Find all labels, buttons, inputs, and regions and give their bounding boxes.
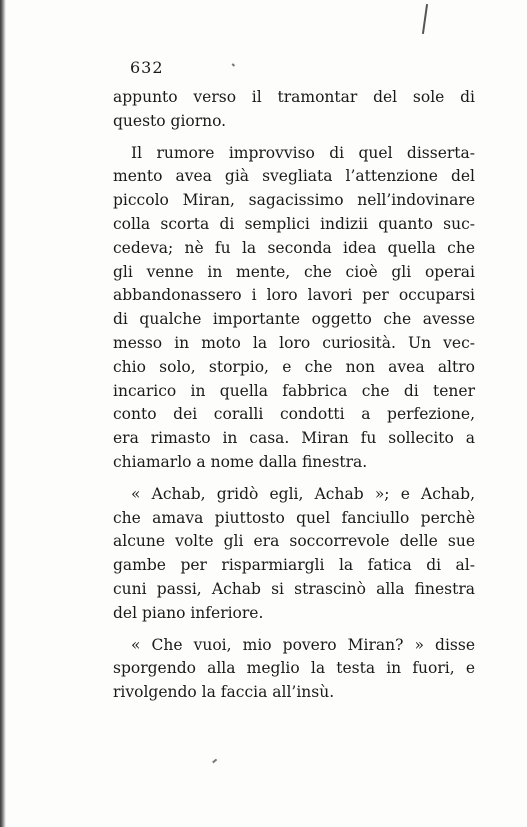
text-line: del piano inferiore.	[113, 603, 264, 622]
paragraph-gap	[113, 475, 475, 483]
text-line: messo in moto la loro curiosità. Un vec-	[113, 333, 475, 352]
text-line: cuni passi, Achab si strascinò alla finestra	[113, 579, 475, 598]
pencil-mark	[422, 4, 428, 34]
paragraph-gap	[113, 626, 475, 634]
text-line: sporgendo alla meglio la testa in fuori, e	[113, 659, 475, 678]
text-line: gambe per risparmiargli la fatica di al-	[113, 556, 475, 575]
text-line: gli venne in mente, che cioè gli operai	[113, 262, 475, 281]
text-line: abbandonassero i loro lavori per occuparsi	[113, 286, 475, 305]
text-line: di qualche importante oggetto che avesse	[113, 310, 475, 329]
text-line: chiamarlo a nome dalla finestra.	[113, 452, 368, 471]
ink-speck	[212, 759, 217, 763]
text-line: colla scorta di semplici indizii quanto suc-	[113, 214, 475, 233]
text-line: questo giorno.	[113, 111, 227, 130]
text-line: incarico in quella fabbrica che di tener	[113, 381, 475, 400]
ink-speck	[232, 63, 235, 66]
text-line: cedeva; nè fu la seconda idea quella che	[113, 238, 475, 257]
page-number: 632	[130, 58, 164, 77]
page-binding-edge	[0, 0, 6, 827]
text-line: che amava piuttosto quel fanciullo perchè	[113, 508, 475, 527]
text-line: alcune volte gli era soccorrevole delle sue	[113, 532, 475, 551]
paragraph-gap	[113, 134, 475, 142]
text-line: rivolgendo la faccia all’insù.	[113, 683, 335, 702]
text-line: piccolo Miran, sagacissimo nell’indovinare	[113, 191, 475, 210]
body-text	[113, 86, 475, 705]
text-line: conto dei coralli condotti a perfezione,	[113, 405, 475, 424]
text-line: appunto verso il tramontar del sole di	[113, 88, 475, 106]
text-line: Il rumore improvviso di quel disserta-	[131, 143, 475, 162]
text-line: chio solo, storpio, e che non avea altro	[113, 357, 475, 376]
text-line: « Achab, gridò egli, Achab »; e Achab,	[131, 484, 475, 503]
text-line: mento avea già svegliata l’attenzione del	[113, 167, 475, 186]
text-line: « Che vuoi, mio povero Miran? » disse	[131, 635, 475, 654]
text-line: era rimasto in casa. Miran fu sollecito a	[113, 429, 475, 448]
